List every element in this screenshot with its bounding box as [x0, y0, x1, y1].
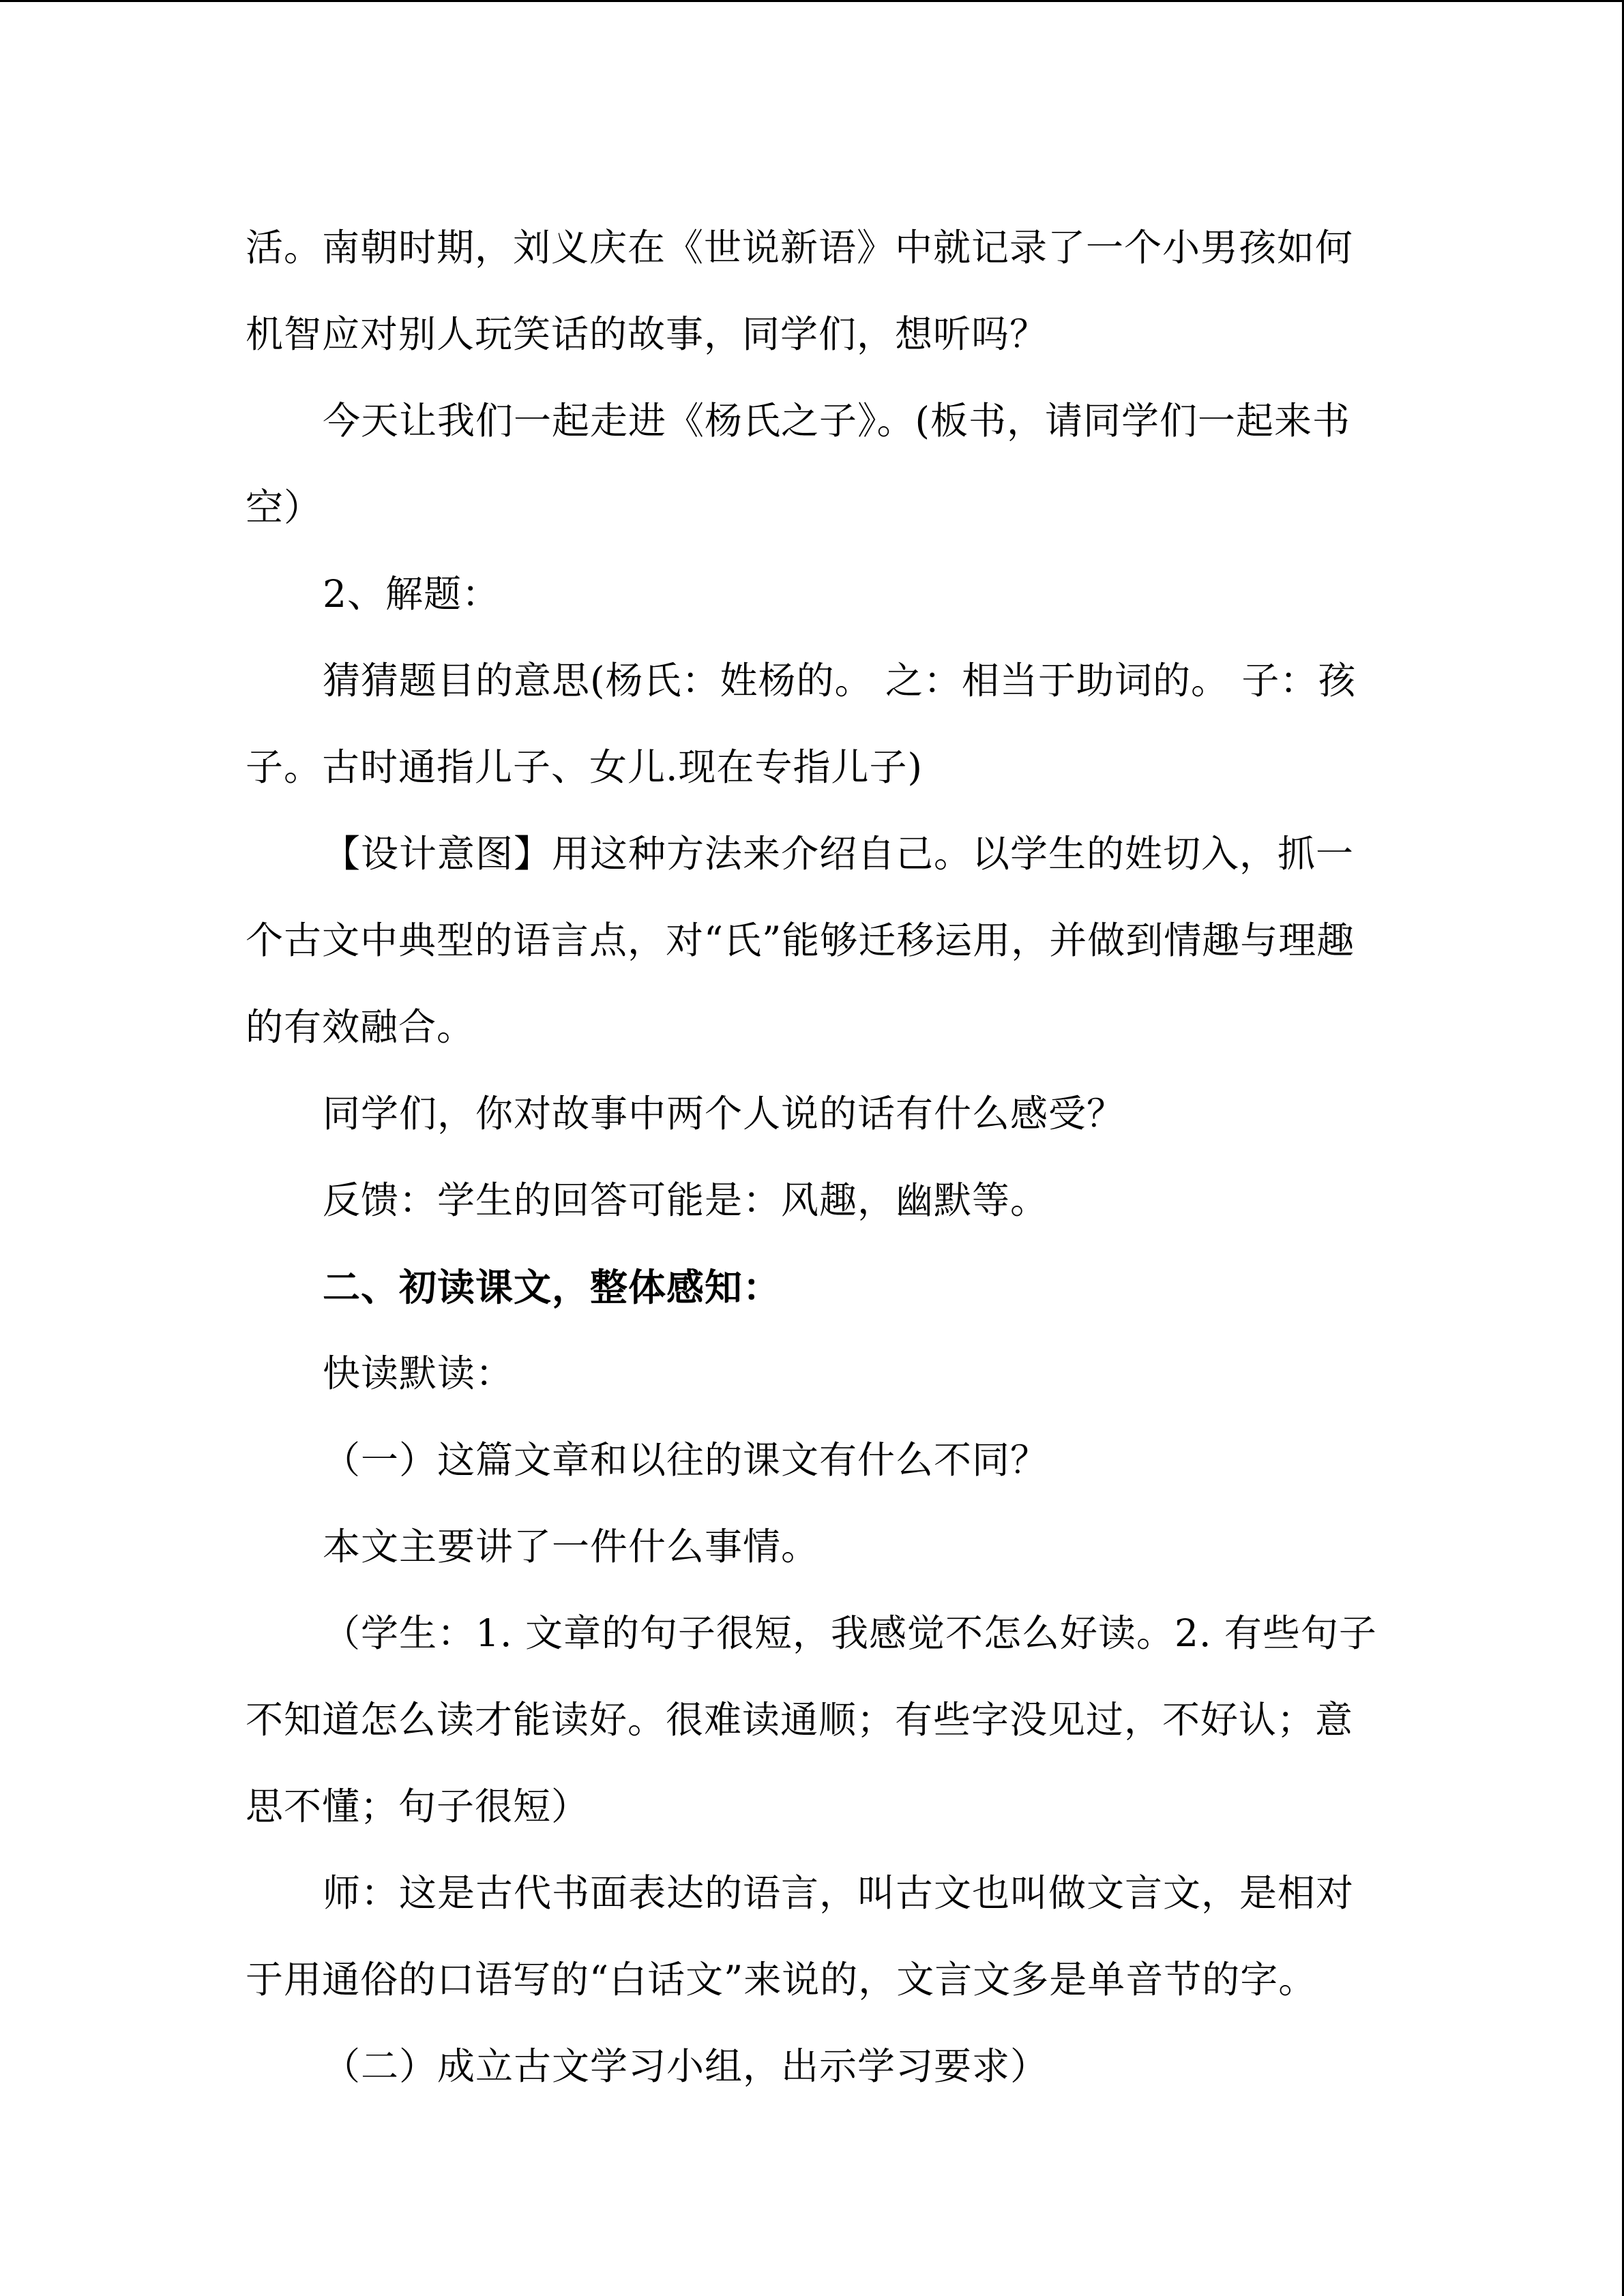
- paragraph-subquestion-two: （二）成立古文学习小组，出示学习要求）: [323, 2044, 1049, 2088]
- paragraph-reading-mode: 快读默读：: [323, 1352, 514, 1395]
- page-top-border: [0, 0, 1624, 2]
- paragraph-step-heading: 2、解题：: [323, 572, 500, 616]
- document-page: [246, 205, 1378, 2110]
- section-heading: 二、初读课文，整体感知：: [323, 1265, 782, 1309]
- paragraph-student-answer: （学生：1. 文章的句子很短，我感觉不怎么好读。2. 有些句子不知道怎么读才能读好。很难读通顺；有些字没见过，不好认；意思不懂；句子很短）: [246, 1611, 1377, 1828]
- paragraph-introduction: 今天让我们一起走进《杨氏之子》。(板书，请同学们一起来书空）: [246, 399, 1350, 529]
- paragraph-title-meaning: 猜猜题目的意思(杨氏：姓杨的。 之：相当于助词的。 子：孩子。古时通指儿子、女儿.现在专指儿子): [246, 659, 1357, 789]
- paragraph-teacher-explanation: 师：这是古代书面表达的语言，叫古文也叫做文言文，是相对于用通俗的口语写的“白话文”来说的，文言文多是单音节的字。: [246, 1871, 1355, 2001]
- paragraph-subquestion-one: （一）这篇文章和以往的课文有什么不同？: [323, 1438, 1049, 1482]
- paragraph-main-idea: 本文主要讲了一件什么事情。: [323, 1525, 820, 1568]
- paragraph-question: 同学们，你对故事中两个人说的话有什么感受？: [323, 1092, 1125, 1135]
- paragraph-design-intent: 【设计意图】用这种方法来介绍自己。以学生的姓切入，抓一个古文中典型的语言点，对“氏”能够迁移运用，并做到情趣与理趣的有效融合。: [246, 832, 1355, 1049]
- paragraph-continuation: 活。南朝时期，刘义庆在《世说新语》中就记录了一个小男孩如何机智应对别人玩笑话的故事，同学们，想听吗？: [246, 226, 1354, 356]
- paragraph-feedback: 反馈：学生的回答可能是：风趣，幽默等。: [323, 1178, 1049, 1222]
